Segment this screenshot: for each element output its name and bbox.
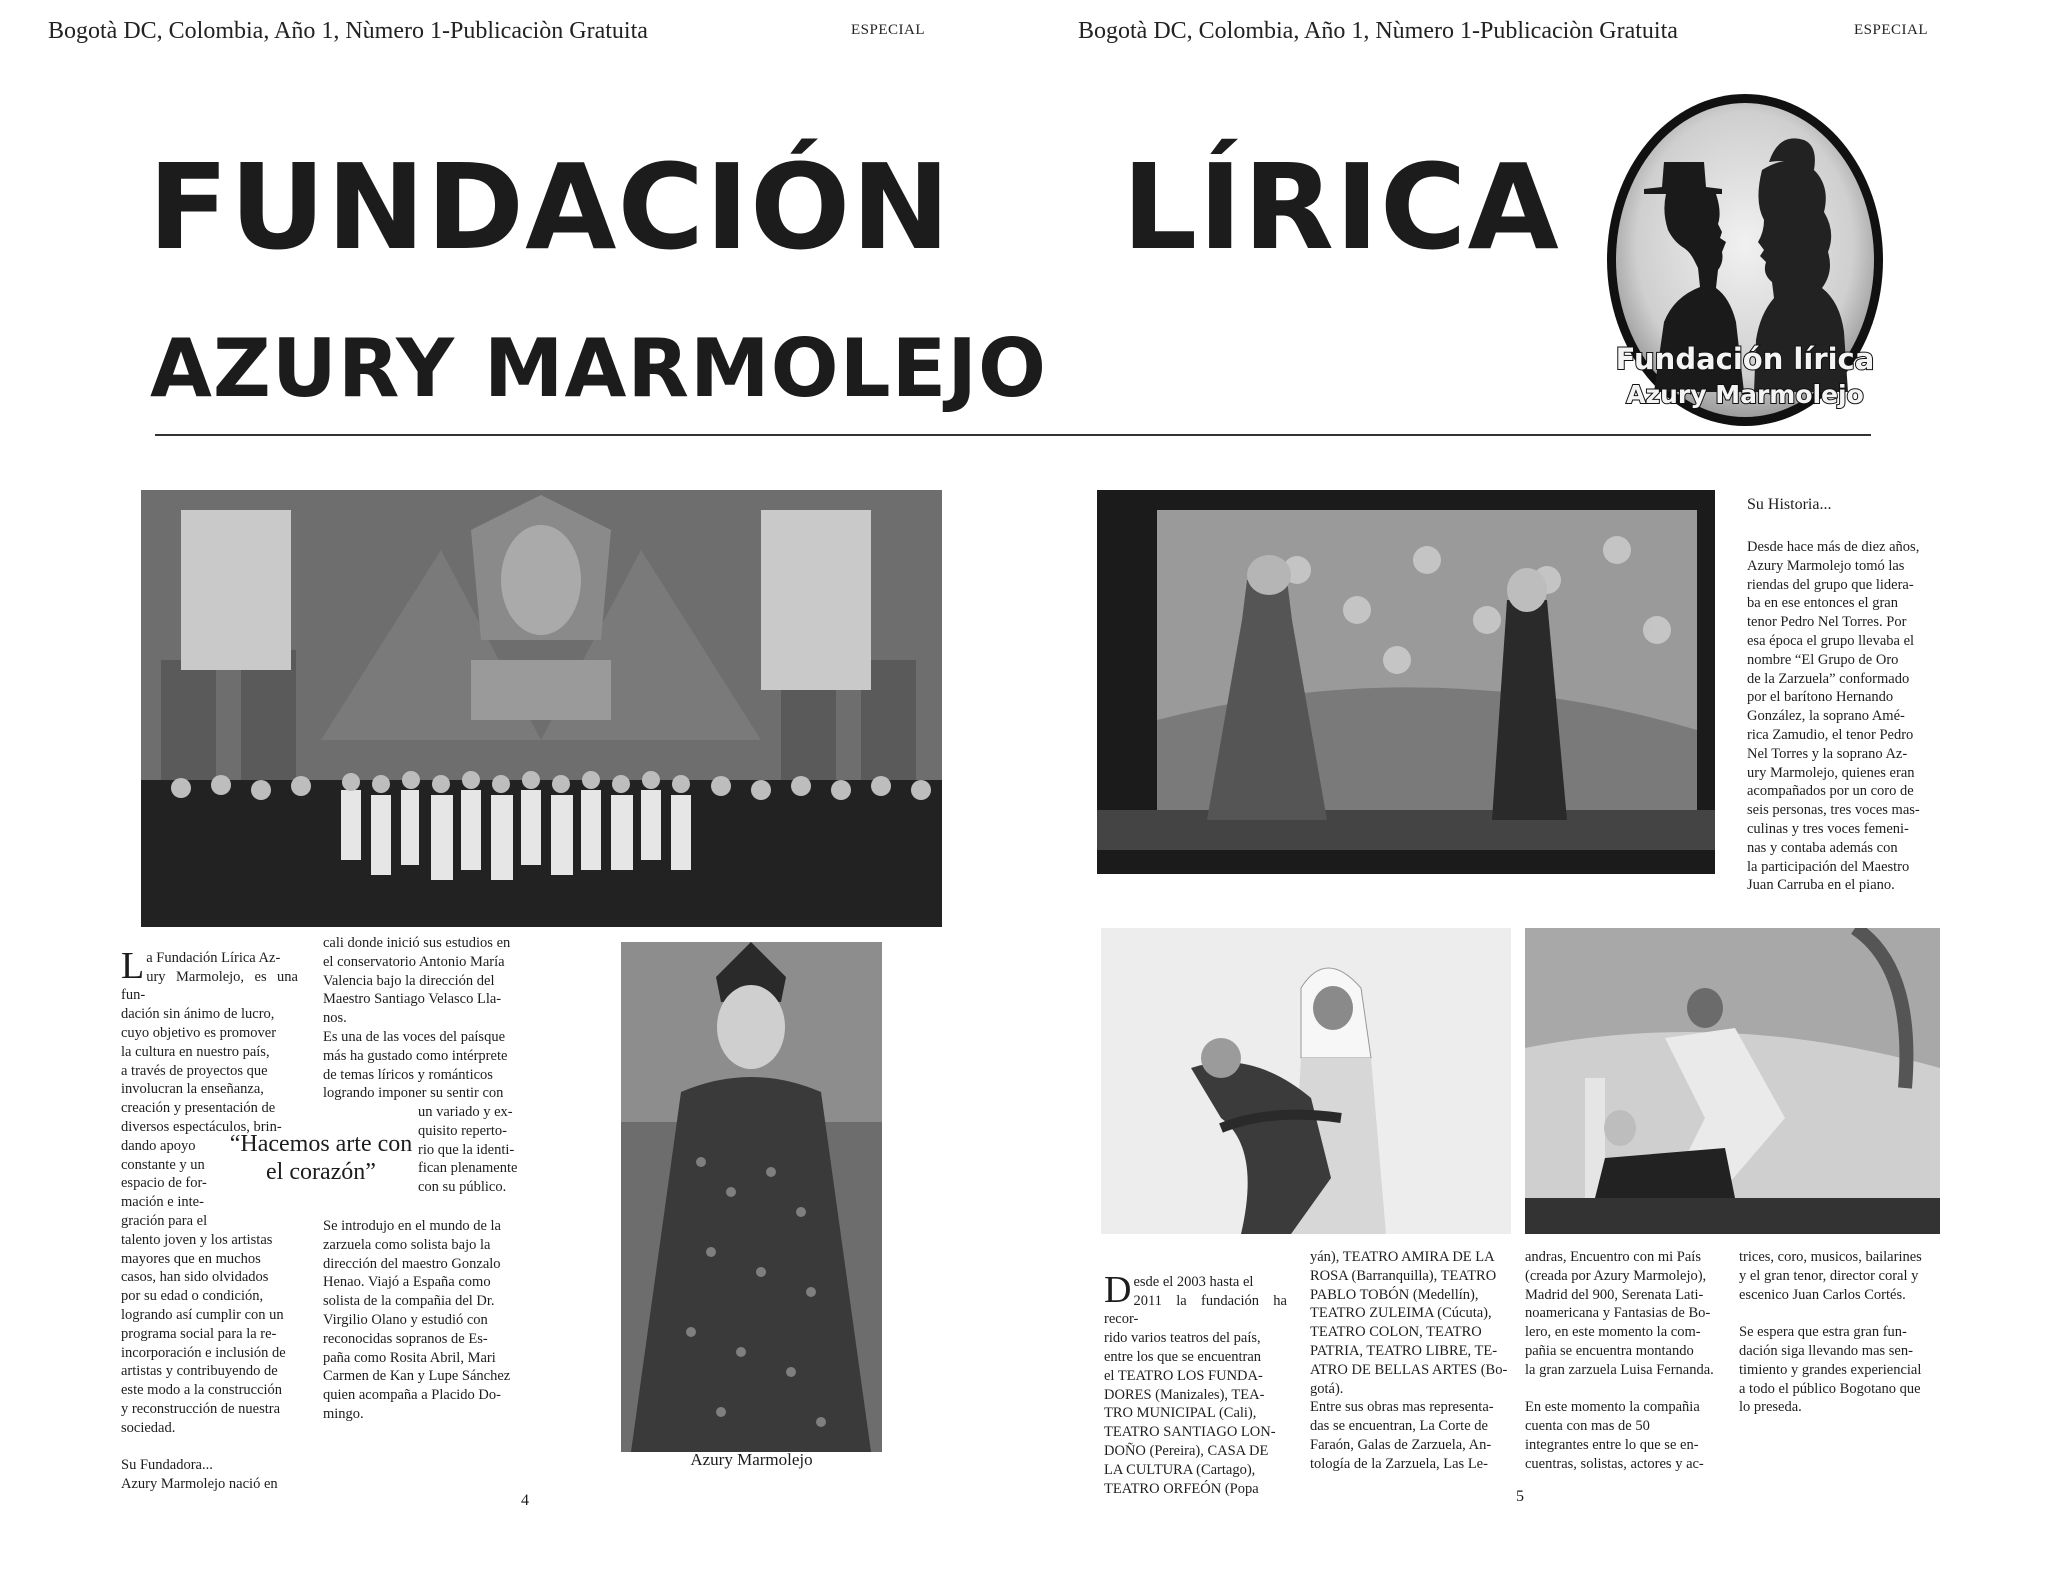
tour-column-2: yán), TEATRO AMIRA DE LA ROSA (Barranquilla), TEATRO PABLO TOBÓN (Medellín), TEATRO ZULEIMA (Cúcuta), TEATRO COLON, TEATRO PATRIA, TEATRO LIBRE, TE- ATRO DE BELLAS ARTES (Bo- gotá). Entre sus obras mas representa- das se encuentran, La Corte de Faraón, Galas de Zarzuela, An- tología de la Zarzuela, Las Le-: [1310, 1249, 1508, 1472]
page-number-left: 4: [521, 1492, 529, 1509]
foundation-logo: [1604, 92, 1886, 440]
egyptian-costume-couple-photo: [1101, 928, 1511, 1234]
portrait-caption: Azury Marmolejo: [690, 1450, 813, 1469]
title-fundacion: FUNDACIÓN: [148, 138, 952, 276]
intro-column-1-text: a Fundación Lírica Az- ury Marmolejo, es una fun- dación sin ánimo de lucro, cuyo objetivo es promover la cultura en nuestro país, a través de proyectos que involucran la enseñanza, creación y presentación de diversos espectáculos, brin- dando apoyo constante y un espacio de for- mación e inte- gración para el talento joven y los artistas mayores que en muchos casos, han sido olvidados por su edad o condición, logrando así cumplir con un programa social para la re- incorporación e inclusión de artistas y contribuyendo de este modo a la construcción y reconstrucción de nuestra sociedad. Su Fundadora... Azury Marmolejo nació en: [121, 949, 298, 1493]
pull-quote: “Hacemos arte con el corazón”: [229, 1131, 413, 1185]
tour-column-4: trices, coro, musicos, bailarines y el gran tenor, director coral y escenico Juan Carlos Cortés. Se espera que estra gran fun- dación siga llevando mas sen- timiento y grandes experiencial a todo el público Bogotano que lo preseda.: [1739, 1249, 1922, 1416]
tour-dropcap: D: [1104, 1268, 1132, 1311]
history-heading: Su Historia...: [1747, 496, 1832, 513]
egyptian-stage-group-photo: [141, 490, 942, 927]
title-lirica: LÍRICA: [1122, 138, 1560, 276]
operetta-duet-photo: [1097, 490, 1715, 874]
right-page-header: Bogotà DC, Colombia, Año 1, Nùmero 1-Publicaciòn Gratuita: [1078, 18, 1678, 44]
azury-marmolejo-portrait: [621, 942, 882, 1452]
page-number-right: 5: [1516, 1488, 1524, 1505]
intro-column-1: [121, 930, 298, 1494]
zarzuela-scene-photo: [1525, 928, 1940, 1234]
logo-line1: Fundación lírica: [1615, 342, 1875, 376]
right-section-tag: ESPECIAL: [1854, 22, 1929, 38]
intro-column-2-narrow: un variado y ex- quisito reperto- rio que la identi- fican plenamente con su público.: [418, 1104, 518, 1196]
left-page-header: Bogotà DC, Colombia, Año 1, Nùmero 1-Publicaciòn Gratuita: [48, 18, 648, 44]
history-text: Desde hace más de diez años, Azury Marmolejo tomó las riendas del grupo que lidera- ba en ese entonces el gran tenor Pedro Nel Torres. Por esa época el grupo llevaba el nombre “El Grupo de Oro de la Zarzuela” conformado por el barítono Hernando González, la soprano Amé- rica Zamudio, el tenor Pedro Nel Torres y la soprano Az- ury Marmolejo, quienes eran acompañados por un coro de seis personas, tres voces mas- culinas y tres voces femeni- nas y contaba además con la participación del Maestro Juan Carruba en el piano.: [1747, 539, 1920, 894]
title-subtitle: AZURY MARMOLEJO: [150, 322, 1048, 415]
tour-column-3: andras, Encuentro con mi País (creada por Azury Marmolejo), Madrid del 900, Serenata Lati- noamericana y Fantasias de Bo- lero, en este momento la com- pañia se encuentra montando la gran zarzuela Luisa Fernanda. En este momento la compañia cuenta con mas de 50 integrantes entre lo que se en- cuentras, solistas, actores y ac-: [1525, 1249, 1714, 1472]
left-section-tag: ESPECIAL: [851, 22, 926, 38]
intro-dropcap: L: [121, 944, 145, 987]
intro-column-2-bottom: Se introdujo en el mundo de la zarzuela como solista bajo la dirección del maestro Gonzalo Henao. Viajó a España como solista de la compañia del Dr. Virgilio Olano y estudió con reconocidas sopranos de Es- paña como Rosita Abril, Mari Carmen de Kan y Lupe Sánchez quien acompaña a Placido Do- mingo.: [323, 1218, 511, 1422]
logo-line2: Azury Marmolejo: [1626, 380, 1864, 409]
tour-column-1-text: esde el 2003 hasta el 2011 la fundación ha recor- rido varios teatros del país, entre los que se encuentran el TEATRO LOS FUNDA- DORES (Manizales), TEA- TRO MUNICIPAL (Cali), TEATRO SANTIAGO LON- DOÑO (Pereira), CASA DE LA CULTURA (Cartago), TEATRO ORFEÓN (Popa: [1104, 1273, 1287, 1497]
intro-column-2-top: cali donde inició sus estudios en el conservatorio Antonio María Valencia bajo la dirección del Maestro Santiago Velasco Lla- nos. Es una de las voces del paísque más ha gustado como intérprete de temas líricos y románticos logrando imponer su sentir con: [323, 935, 511, 1102]
tour-column-1: [1104, 1254, 1287, 1498]
